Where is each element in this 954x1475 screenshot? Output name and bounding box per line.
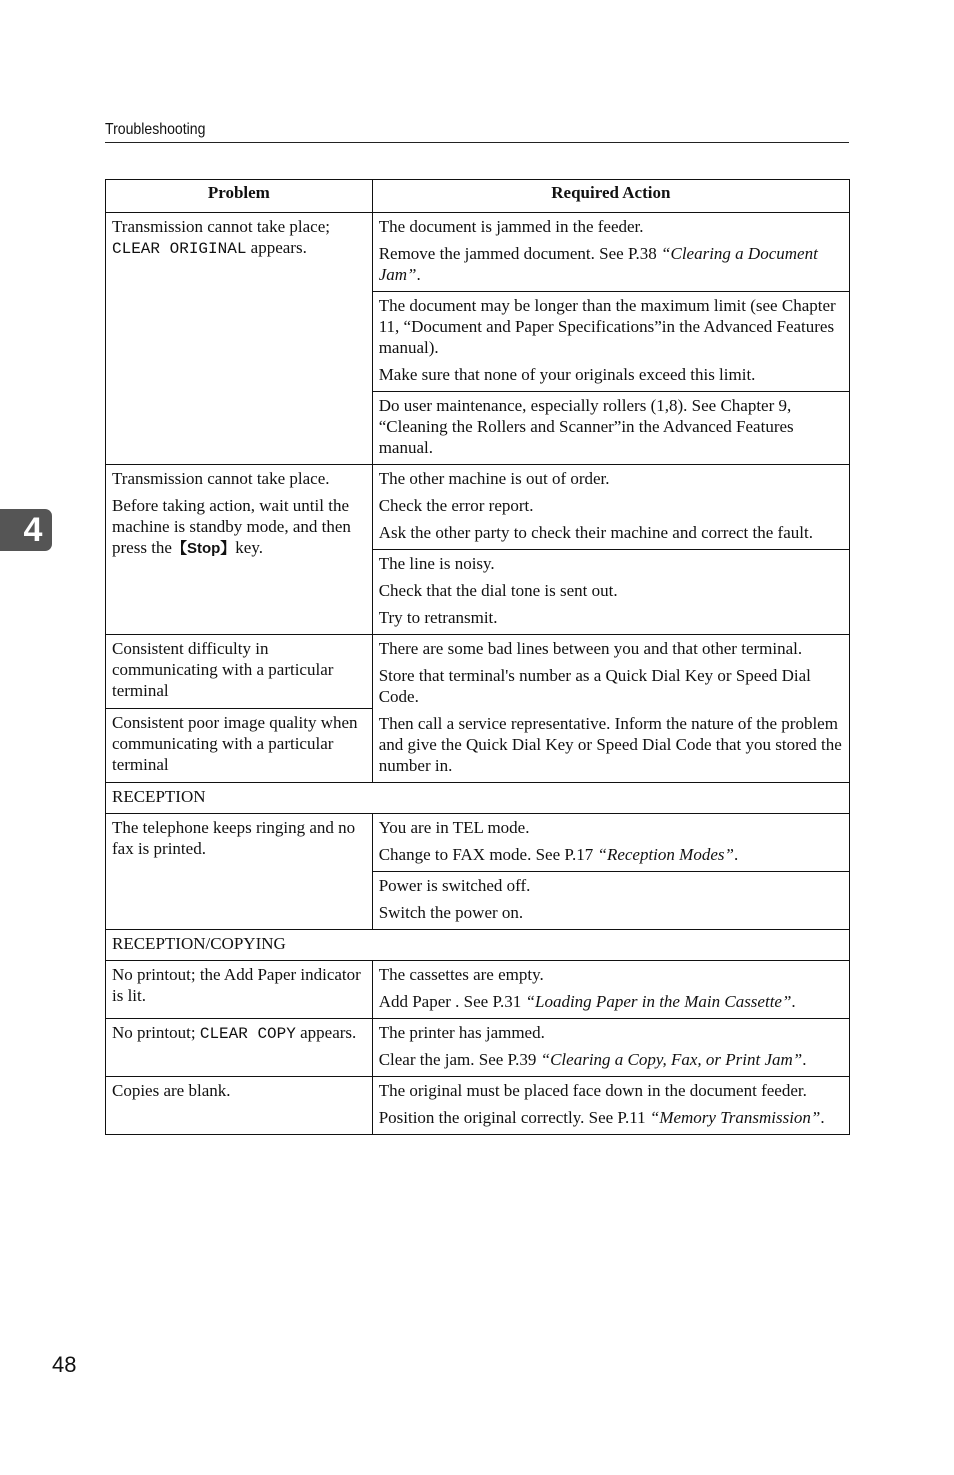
table-row xyxy=(106,814,850,872)
problem-cell: Consistent poor image quality when communicating with a particular terminal xyxy=(106,709,373,783)
action-cell: The document may be longer than the maximum limit (see Chapter 11, “Document and Paper Specifications”in the Advanced Features manual). Make sure that none of your originals exceed this limit. xyxy=(372,292,849,392)
table-row xyxy=(106,961,850,1019)
problem-cell: No printout; the Add Paper indicator is lit. xyxy=(106,961,373,1019)
action-cell: You are in TEL mode. Change to FAX mode. See P.17 “Reception Modes”. xyxy=(372,814,849,872)
action-cell: The cassettes are empty. Add Paper . See P.31 “Loading Paper in the Main Cassette”. xyxy=(372,961,849,1019)
stop-key-label: 【Stop】 xyxy=(171,540,236,557)
cross-reference: “Reception Modes” xyxy=(597,845,734,864)
running-header xyxy=(105,120,849,143)
problem-cell: Transmission cannot take place; CLEAR ORIGINAL appears. xyxy=(106,213,373,465)
table-row xyxy=(106,213,850,292)
problem-cell: Transmission cannot take place. Before taking action, wait until the machine is standby mode, and then press the【Stop】key. xyxy=(106,465,373,635)
table-row xyxy=(106,635,850,709)
section-heading-reception-copying: RECEPTION/COPYING xyxy=(106,930,850,961)
chapter-tab: 4 xyxy=(0,509,52,551)
page-number: 48 xyxy=(52,1352,77,1377)
problem-cell: Consistent difficulty in communicating with a particular terminal xyxy=(106,635,373,709)
table-row xyxy=(106,1019,850,1077)
action-cell: Do user maintenance, especially rollers (1,8). See Chapter 9, “Cleaning the Rollers and Scanner”in the Advanced Features manual. xyxy=(372,392,849,465)
section-row xyxy=(106,930,850,961)
section-heading-reception: RECEPTION xyxy=(106,783,850,814)
problem-cell: The telephone keeps ringing and no fax is printed. xyxy=(106,814,373,930)
action-cell: The printer has jammed. Clear the jam. See P.39 “Clearing a Copy, Fax, or Print Jam”. xyxy=(372,1019,849,1077)
running-title: Troubleshooting xyxy=(105,121,206,138)
cross-reference: “Loading Paper in the Main Cassette” xyxy=(525,992,792,1011)
cross-reference: “Clearing a Copy, Fax, or Print Jam” xyxy=(540,1050,803,1069)
table-row xyxy=(106,465,850,550)
column-header-required-action: Required Action xyxy=(372,180,849,213)
column-header-problem: Problem xyxy=(106,180,373,213)
problem-cell: No printout; CLEAR COPY appears. xyxy=(106,1019,373,1077)
action-cell: The other machine is out of order. Check the error report. Ask the other party to check their machine and correct the fault. xyxy=(372,465,849,550)
table-row xyxy=(106,1077,850,1135)
table-header-row xyxy=(106,180,850,213)
problem-cell: Copies are blank. xyxy=(106,1077,373,1135)
action-cell: The line is noisy. Check that the dial tone is sent out. Try to retransmit. xyxy=(372,550,849,635)
display-message: CLEAR ORIGINAL xyxy=(112,240,247,258)
action-cell: The original must be placed face down in the document feeder. Position the original correctly. See P.11 “Memory Transmission”. xyxy=(372,1077,849,1135)
action-cell: The document is jammed in the feeder. Remove the jammed document. See P.38 “Clearing a Document Jam”. xyxy=(372,213,849,292)
display-message: CLEAR COPY xyxy=(199,1025,296,1043)
troubleshooting-table xyxy=(105,179,850,1135)
action-cell: There are some bad lines between you and that other terminal. Store that terminal's number as a Quick Dial Key or Speed Dial Code. Then call a service representative. Inform the nature of the problem and give the Quick Dial Key or Speed Dial Code that you stored the number in. xyxy=(372,635,849,783)
cross-reference: “Clearing a Document Jam” xyxy=(378,244,818,284)
action-cell: Power is switched off. Switch the power on. xyxy=(372,872,849,930)
section-row xyxy=(106,783,850,814)
cross-reference: “Memory Transmission” xyxy=(649,1108,821,1127)
